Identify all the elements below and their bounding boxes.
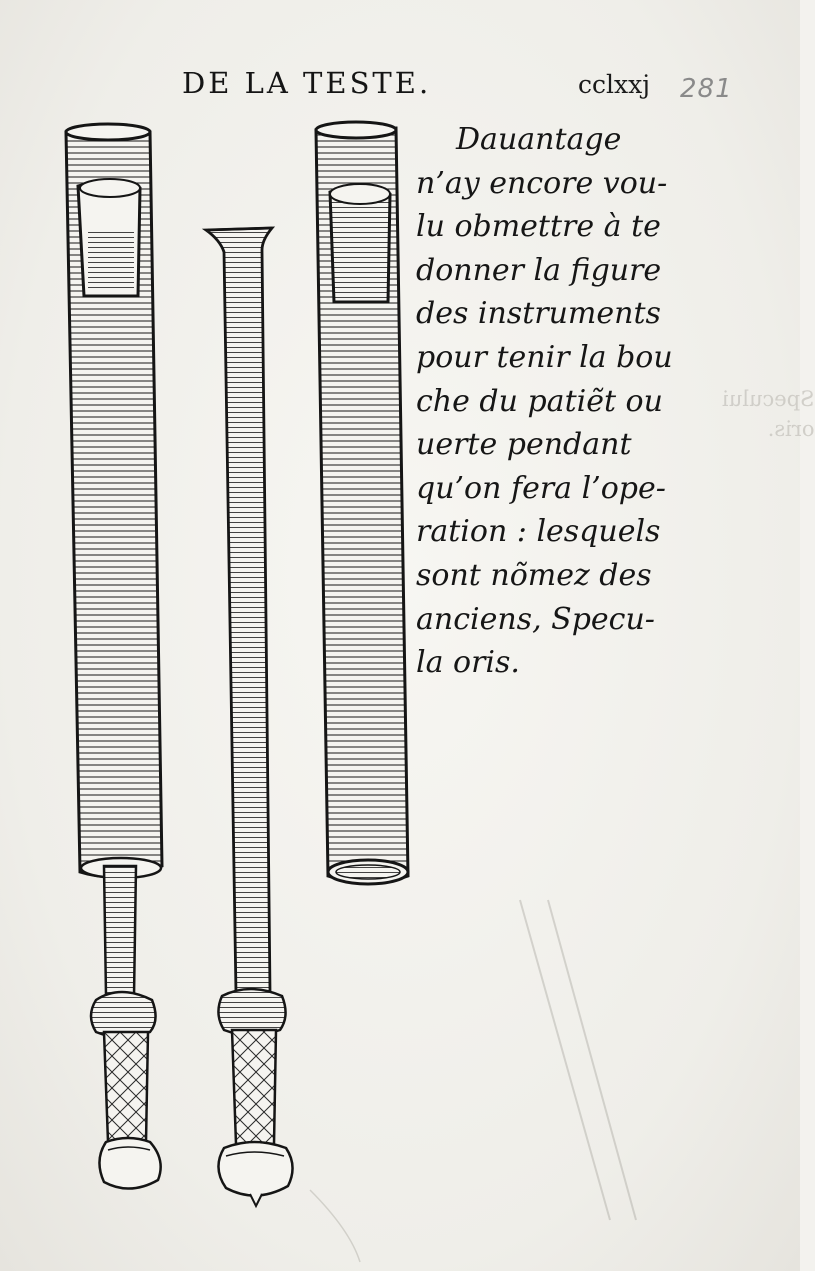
- text-line: Dauantage: [456, 122, 622, 157]
- handwritten-page-number: 281: [680, 74, 733, 104]
- left-speculum: [66, 124, 162, 1189]
- page-header: [182, 66, 782, 110]
- bleed-through-text: [722, 384, 815, 444]
- text-line: anciens, Specu-: [416, 601, 655, 637]
- text-line: des instruments: [416, 296, 661, 332]
- running-title: DE LA TESTE.: [182, 66, 432, 100]
- text-line: che du patiẽt ou: [416, 383, 663, 419]
- text-line: la oris.: [416, 645, 520, 681]
- text-line: pour tenir la bou: [416, 339, 673, 375]
- text-line: lu obmettre à te: [416, 209, 661, 245]
- bleed-line: Specului: [722, 387, 815, 411]
- text-line: qu’on fera l’ope-: [416, 470, 666, 506]
- text-line: ration : lesquels: [416, 514, 661, 550]
- text-line: donner la figure: [416, 252, 662, 288]
- body-text: [416, 118, 686, 685]
- text-line: n’ay encore vou-: [416, 165, 668, 201]
- bleed-through-marks: [310, 900, 636, 1262]
- folio-number: cclxxj: [578, 70, 650, 99]
- middle-speculum-plunger: [206, 228, 293, 1206]
- bleed-line: oris.: [767, 417, 815, 441]
- text-line: sont nõmez des: [416, 557, 652, 593]
- text-line: uerte pendant: [416, 427, 632, 463]
- right-speculum-tube: [316, 122, 408, 884]
